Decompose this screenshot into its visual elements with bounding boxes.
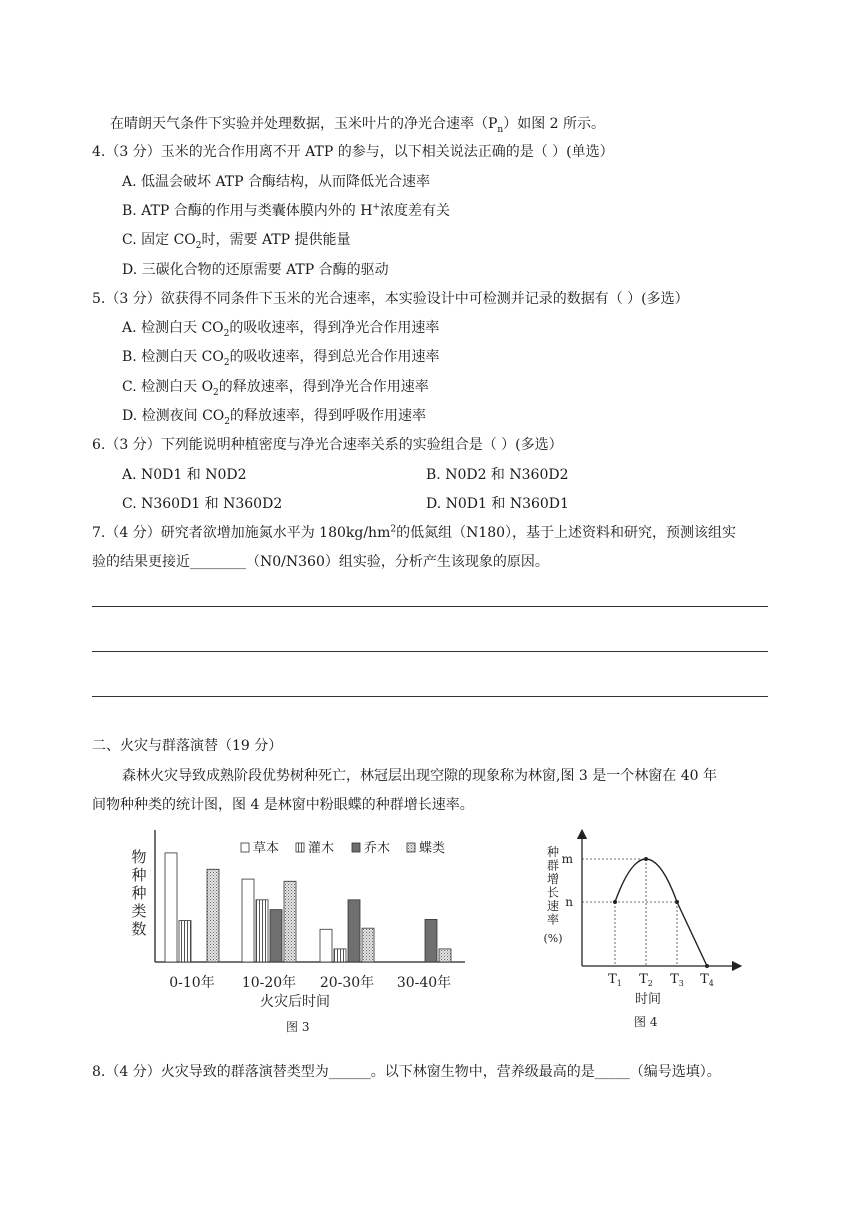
answer-line-3[interactable]: [92, 696, 768, 697]
intro-line: 在晴朗天气条件下实验并处理数据，玉米叶片的净光合速率$(P_n)$如图 2 所示。: [110, 116, 606, 135]
fig3-x-label: 火灾后时间: [260, 994, 330, 1010]
fig4-point-t2: [644, 857, 648, 861]
fig3-bar-tree-3: [348, 900, 360, 962]
fig3-legend-swatch-herb: [241, 843, 249, 852]
fig3-legend-label-butterfly: 蝶类: [419, 841, 446, 856]
figure-4-line-chart: [535, 828, 750, 1008]
q4-option-b: B. ATP 合酶的作用与类囊体膜内外的 H+浓度差有关: [122, 202, 450, 219]
q6-option-b: B. N0D2 和 N360D2: [426, 467, 569, 483]
fig3-legend-swatch-butterfly: [407, 843, 415, 852]
fig3-y-label-char-1: 物: [131, 848, 147, 866]
q4-option-c: C. 固定 $CO_2$时，需要 ATP 提供能量: [122, 232, 351, 251]
question-8-stem: 8.（4 分）火灾导致的群落演替类型为______。以下林窗生物中，营养级最高的是_____（编号选填）。: [92, 1064, 721, 1080]
fig4-curve-fall: [677, 902, 707, 966]
figure-3-bar-chart: [120, 830, 480, 1020]
fig3-legend-label-tree: 乔木: [364, 841, 391, 856]
fig3-legend-swatch-tree: [352, 843, 360, 852]
fig3-y-label-char-4: 类: [131, 902, 147, 920]
answer-line-1[interactable]: [92, 606, 768, 607]
section-2-paragraph-line2: 间物种种类的统计图，图 4 是林窗中粉眼蝶的种群增长速率。: [92, 797, 474, 813]
fig4-y-label: [547, 845, 559, 927]
question-4-stem: 4.（3 分）玉米的光合作用离不开 ATP 的参与，以下相关说法正确的是（ ）(单选）: [92, 144, 614, 160]
q5-option-c: C. 检测白天 $O_2$的释放速率，得到净光合作用速率: [122, 379, 429, 398]
fig3-bar-herb-1: [165, 853, 177, 962]
fig4-tick-t4: $T_4$: [700, 972, 714, 988]
question-5-stem: 5.（3 分）欲获得不同条件下玉米的光合速率，本实验设计中可检测并记录的数据有（ ）(多选）: [92, 291, 689, 307]
question-7-line1: 7.（4 分）研究者欲增加施氮水平为 $180kg/hm^2$的低氮组（N180），基于上述资料和研究，预测该组实: [92, 524, 737, 541]
fig3-x-tick-1: 0-10年: [169, 975, 215, 991]
answer-line-2[interactable]: [92, 651, 768, 652]
fig4-tick-m: m: [561, 852, 573, 866]
q4-option-d: D. 三碳化合物的还原需要 ATP 合酶的驱动: [122, 262, 389, 278]
fig3-legend-label-shrub: 灌木: [308, 841, 335, 856]
fig4-y-label-char-5: 速: [546, 899, 560, 913]
q6-option-d: D. N0D1 和 N360D1: [426, 496, 569, 512]
q6-option-c: C. N360D1 和 N360D2: [122, 496, 283, 512]
q5-option-d: D. 检测夜间 $CO_2$的释放速率，得到呼吸作用速率: [122, 408, 426, 427]
fig4-point-t3: [675, 900, 679, 904]
fig3-bar-herb-2: [242, 879, 254, 962]
q4-option-a: A. 低温会破坏 ATP 合酶结构，从而降低光合速率: [122, 174, 431, 190]
fig3-bar-shrub-1: [179, 921, 191, 962]
fig3-bar-tree-2: [270, 910, 282, 962]
fig3-x-tick-2: 10-20年: [241, 975, 297, 991]
question-6-stem: 6.（3 分）下列能说明种植密度与净光合速率关系的实验组合是（ ）(多选）: [92, 437, 563, 453]
figure-3-caption: 图 3: [286, 1020, 310, 1034]
q5-option-a: A. 检测白天 $CO_2$的吸收速率，得到净光合作用速率: [122, 320, 440, 339]
fig3-legend-swatch-shrub: [296, 843, 304, 852]
fig3-bar-butterfly-4: [439, 949, 451, 962]
fig4-point-t4: [705, 964, 709, 968]
fig4-tick-t1: $T_1$: [608, 972, 622, 988]
fig4-guides: [582, 859, 677, 966]
fig3-bar-herb-3: [320, 929, 332, 962]
fig3-x-tick-3: 20-30年: [319, 975, 375, 991]
section-2-paragraph-line1: 森林火灾导致成熟阶段优势树种死亡，林冠层出现空隙的现象称为林窗,图 3 是一个林窗在 40 年: [122, 768, 717, 784]
fig3-bars: [165, 853, 451, 962]
fig3-bar-shrub-2: [256, 900, 268, 962]
fig3-bar-butterfly-1: [207, 869, 219, 962]
fig4-y-label-char-6: 率: [546, 912, 560, 927]
fig4-y-unit: (%): [543, 932, 563, 945]
fig3-legend: [241, 840, 445, 856]
fig3-bar-shrub-3: [334, 949, 346, 962]
fig3-bar-tree-4: [425, 919, 437, 962]
question-7-line2: 验的结果更接近________（N0/N360）组实验，分析产生该现象的原因。: [92, 554, 549, 570]
fig4-y-label-char-4: 长: [546, 885, 560, 900]
figure-4-caption: 图 4: [634, 1015, 658, 1029]
section-2-title: 二、火灾与群落演替（19 分）: [92, 738, 283, 754]
fig4-y-label-char-2: 群: [546, 858, 560, 873]
fig4-tick-n: n: [565, 895, 573, 909]
fig4-tick-t2: $T_2$: [639, 972, 653, 988]
fig4-point-t1: [613, 900, 617, 904]
fig3-bar-butterfly-2: [284, 881, 296, 962]
q6-option-a: A. N0D1 和 N0D2: [122, 467, 247, 483]
fig4-tick-t3: $T_3$: [670, 972, 684, 988]
fig3-y-label-char-5: 数: [131, 920, 147, 938]
fig4-y-label-char-3: 增: [546, 872, 560, 886]
fig3-bar-butterfly-3: [362, 928, 374, 962]
fig4-x-label: 时间: [634, 992, 662, 1007]
fig3-y-label: [131, 848, 146, 938]
fig3-x-tick-4: 30-40年: [396, 975, 452, 991]
fig3-legend-label-herb: 草本: [253, 841, 280, 856]
fig3-y-label-char-3: 种: [131, 884, 147, 902]
q5-option-b: B. 检测白天 $CO_2$的吸收速率，得到总光合作用速率: [122, 349, 440, 368]
fig4-y-label-char-1: 种: [546, 845, 560, 859]
fig3-y-label-char-2: 种: [131, 866, 147, 884]
fig3-x-tick-labels: [169, 974, 451, 991]
